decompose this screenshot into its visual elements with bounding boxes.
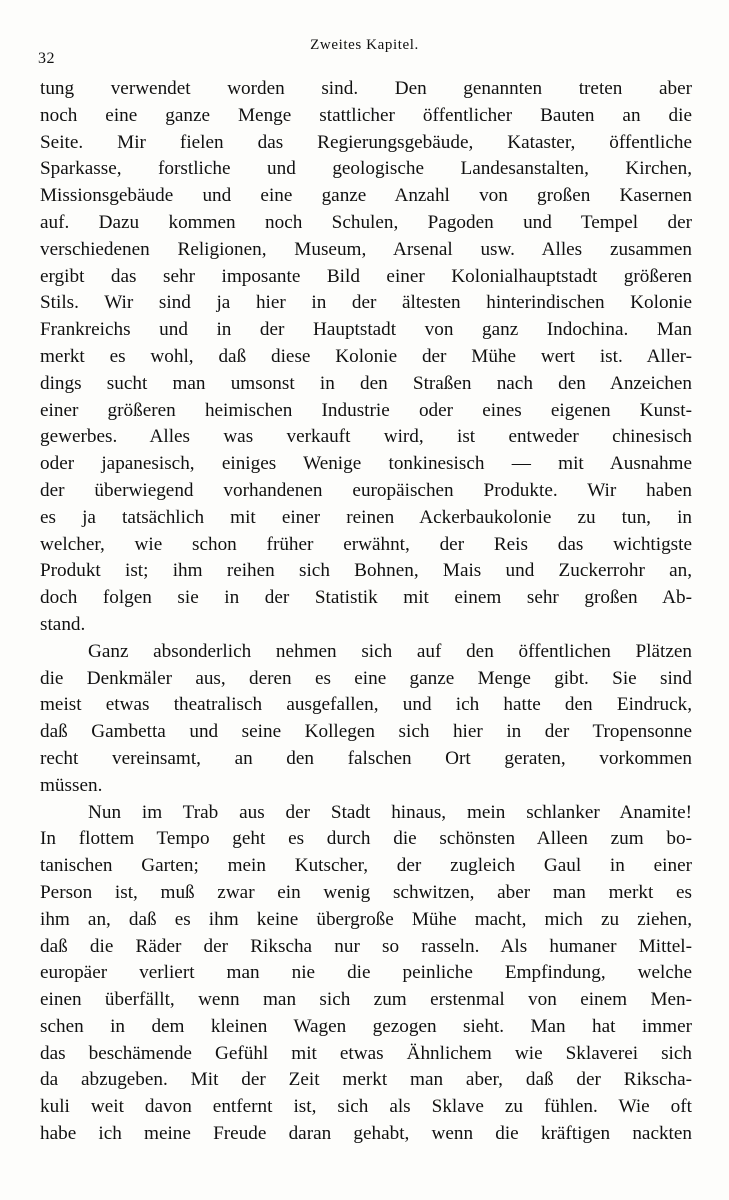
text-line: einer größeren heimischen Industrie oder eines eigenen Kunst- (40, 399, 692, 421)
page-number: 32 (38, 50, 55, 67)
paragraph-2 (40, 639, 692, 800)
text-line: verschiedenen Religionen, Museum, Arsenal usw. Alles zusammen (40, 238, 692, 260)
text-line: Person ist, muß zwar ein wenig schwitzen, aber man merkt es (40, 881, 692, 903)
text-line: daß Gambetta und seine Kollegen sich hier in der Tropensonne (40, 721, 692, 743)
text-line: Nun im Trab aus der Stadt hinaus, mein schlanker Anamite! (88, 801, 692, 823)
text-line: Sparkasse, forstliche und geologische Landesanstalten, Kirchen, (40, 158, 692, 180)
text-line: da abzugeben. Mit der Zeit merkt man aber, daß der Rikscha- (40, 1069, 692, 1091)
text-line: tanischen Garten; mein Kutscher, der zugleich Gaul in einer (40, 855, 692, 877)
text-line: daß die Räder der Rikscha nur so rasseln. Als humaner Mittel- (40, 935, 692, 957)
text-line: europäer verliert man nie die peinliche Empfindung, welche (40, 962, 692, 984)
text-line: ergibt das sehr imposante Bild einer Kolonialhauptstadt größeren (40, 265, 692, 287)
text-line: In flottem Tempo geht es durch die schönsten Alleen zum bo- (40, 828, 692, 850)
text-line: Stils. Wir sind ja hier in der ältesten hinterindischen Kolonie (40, 292, 692, 314)
text-line: der überwiegend vorhandenen europäischen Produkte. Wir haben (40, 479, 692, 501)
text-line: müssen. (40, 774, 103, 796)
text-line: merkt es wohl, daß diese Kolonie der Mühe wert ist. Aller- (40, 345, 692, 367)
text-line: es ja tatsächlich mit einer reinen Ackerbaukolonie zu tun, in (40, 506, 692, 528)
paragraph-3 (40, 800, 692, 1148)
text-line: gewerbes. Alles was verkauft wird, ist entweder chinesisch (40, 426, 692, 448)
text-line: tung verwendet worden sind. Den genannten treten aber (40, 78, 692, 99)
text-line: einen überfällt, wenn man sich zum erstenmal von einem Men- (40, 989, 692, 1011)
text-line: auf. Dazu kommen noch Schulen, Pagoden und Tempel der (40, 211, 692, 233)
text-line: das beschämende Gefühl mit etwas Ähnlichem wie Sklaverei sich (40, 1042, 692, 1064)
text-line: Ganz absonderlich nehmen sich auf den öffentlichen Plätzen (88, 640, 692, 662)
text-line: schen in dem kleinen Wagen gezogen sieht. Man hat immer (40, 1015, 692, 1037)
text-line: meist etwas theatralisch ausgefallen, und ich hatte den Eindruck, (40, 694, 692, 716)
text-line: Produkt ist; ihm reihen sich Bohnen, Mais und Zuckerrohr an, (40, 560, 692, 582)
text-line: Frankreichs und in der Hauptstadt von ganz Indochina. Man (40, 319, 692, 341)
text-line: kuli weit davon entfernt ist, sich als Sklave zu fühlen. Wie oft (40, 1096, 692, 1118)
text-line: noch eine ganze Menge stattlicher öffentlicher Bauten an die (40, 104, 692, 126)
text-line: habe ich meine Freude daran gehabt, wenn die kräftigen nackten (40, 1123, 692, 1145)
text-line: stand. (40, 613, 86, 635)
text-line: ihm an, daß es ihm keine übergroße Mühe macht, mich zu ziehen, (40, 908, 692, 930)
running-title: Zweites Kapitel. (310, 37, 419, 53)
text-line: dings sucht man umsonst in den Straßen nach den Anzeichen (40, 372, 692, 394)
text-line: doch folgen sie in der Statistik mit einem sehr großen Ab- (40, 587, 692, 609)
text-line: welcher, wie schon früher erwähnt, der Reis das wichtigste (40, 533, 692, 555)
text-line: die Denkmäler aus, deren es eine ganze Menge gibt. Sie sind (40, 667, 692, 689)
text-line: Seite. Mir fielen das Regierungsgebäude, Kataster, öffentliche (40, 131, 692, 153)
body-text (40, 76, 692, 1148)
text-line: oder japanesisch, einiges Wenige tonkinesisch — mit Ausnahme (40, 453, 692, 475)
paragraph-1 (40, 76, 692, 639)
text-line: Missionsgebäude und eine ganze Anzahl von großen Kasernen (40, 185, 692, 207)
text-line: recht vereinsamt, an den falschen Ort geraten, vorkommen (40, 747, 692, 769)
